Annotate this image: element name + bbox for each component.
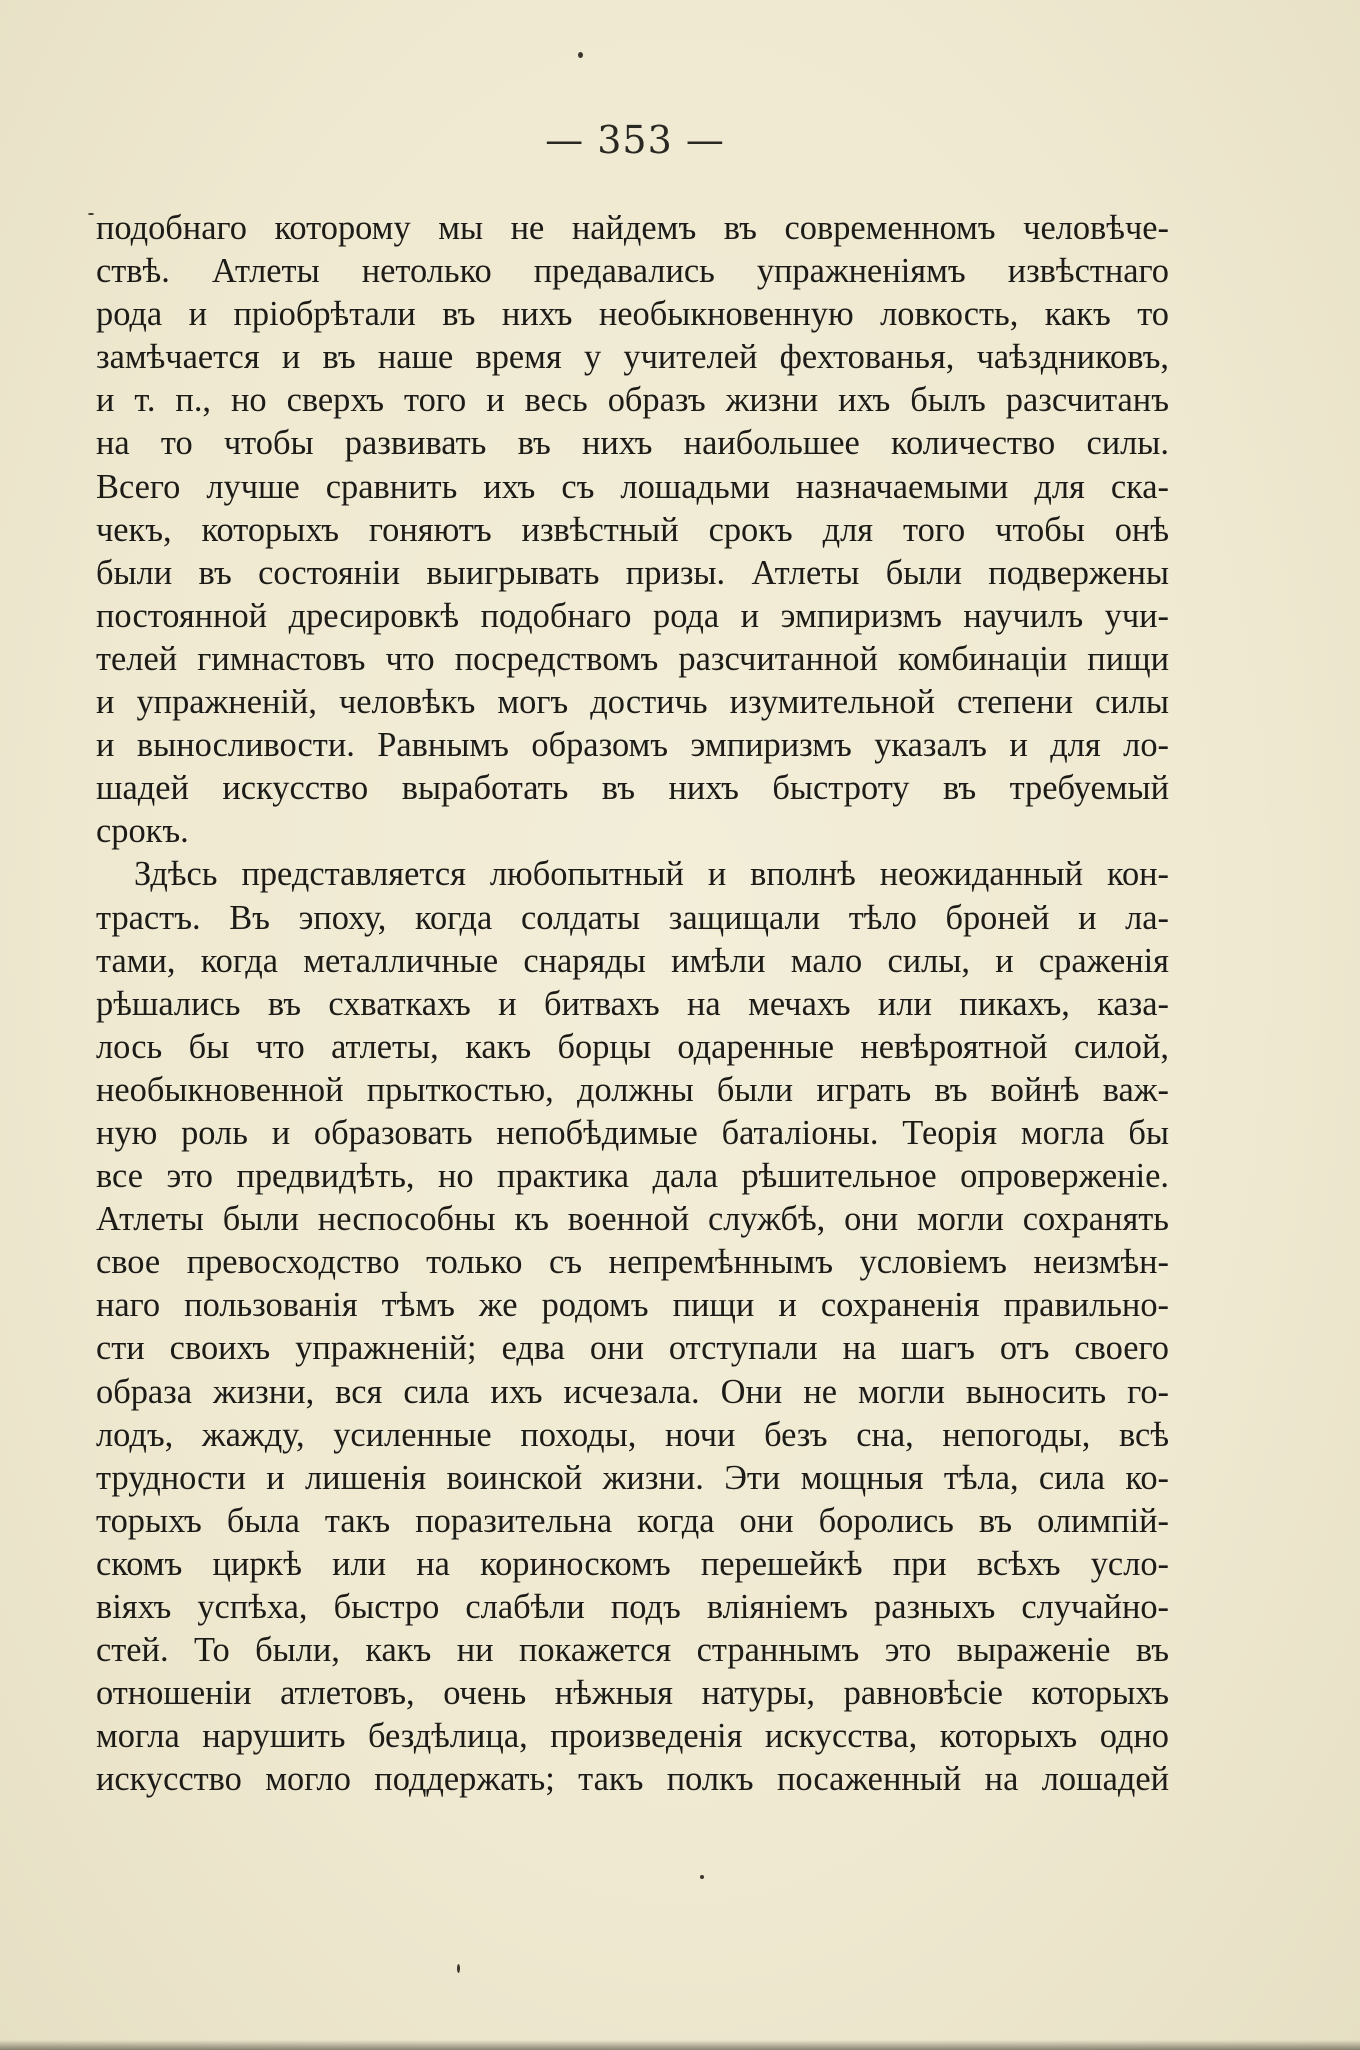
text-line: Здѣсь представляется любопытный и вполнѣ неожиданный кон- [134, 855, 1169, 894]
ink-speck [88, 213, 94, 215]
page-number: — 353 — [545, 118, 725, 162]
text-line: торыхъ была такъ поразительна когда они боролись въ олимпій- [96, 1501, 1169, 1540]
text-line: трастъ. Въ эпоху, когда солдаты защищали тѣло броней и ла- [96, 898, 1169, 937]
text-line: тами, когда металличные снаряды имѣли мало силы, и сраженія [96, 941, 1169, 980]
text-line: постоянной дресировкѣ подобнаго рода и эмпиризмъ научилъ учи- [96, 596, 1169, 635]
text-line: могла нарушить бездѣлица, произведенія искусства, которыхъ одно [96, 1717, 1169, 1756]
ink-speck [578, 52, 583, 58]
text-line: все это предвидѣть, но практика дала рѣшительное опроверженіе. [96, 1157, 1169, 1196]
text-line: необыкновенной прыткостью, должны были играть въ войнѣ важ- [96, 1070, 1169, 1109]
text-line: рода и пріобрѣтали въ нихъ необыкновенную ловкость, какъ то [96, 295, 1169, 334]
text-line: Атлеты были неспособны къ военной службѣ, они могли сохранять [96, 1200, 1169, 1239]
text-line: Всего лучше сравнить ихъ съ лошадьми назначаемыми для ска- [96, 467, 1169, 506]
text-line: и упражненій, человѣкъ могъ достичь изумительной степени силы [96, 683, 1169, 722]
text-line: шадей искусство выработать въ нихъ быстроту въ требуемый [96, 769, 1169, 808]
page-edge-shadow [0, 2040, 1360, 2050]
text-line: срокъ. [96, 812, 189, 851]
text-line: искусство могло поддержать; такъ полкъ посаженный на лошадей [96, 1760, 1169, 1799]
ink-speck [457, 1964, 460, 1973]
text-line: віяхъ успѣха, быстро слабѣли подъ вліяніемъ разныхъ случайно- [96, 1588, 1169, 1626]
text-line: стей. То были, какъ ни покажется страннымъ это выраженіе въ [96, 1631, 1169, 1670]
text-line: лодъ, жажду, усиленные походы, ночи безъ сна, непогоды, всѣ [96, 1415, 1169, 1454]
text-line: ствѣ. Атлеты нетолько предавались упражненіямъ извѣстнаго [96, 252, 1169, 291]
text-line: образа жизни, вся сила ихъ исчезала. Они не могли выносить го- [96, 1372, 1169, 1411]
text-line: трудности и лишенія воинской жизни. Эти мощныя тѣла, сила ко- [96, 1458, 1169, 1497]
text-line: ную роль и образовать непобѣдимые баталіоны. Теорія могла бы [96, 1113, 1169, 1152]
text-line: свое превосходство только съ непремѣннымъ условіемъ неизмѣн- [96, 1243, 1169, 1282]
text-line: наго пользованія тѣмъ же родомъ пищи и сохраненія правильно- [96, 1286, 1169, 1325]
text-line: подобнаго которому мы не найдемъ въ современномъ человѣче- [96, 209, 1169, 247]
text-line: на то чтобы развивать въ нихъ наибольшее количество силы. [96, 424, 1169, 463]
text-line: рѣшались въ схваткахъ и битвахъ на мечахъ или пикахъ, каза- [96, 984, 1169, 1023]
body-text [96, 207, 1169, 1801]
text-line: и выносливости. Равнымъ образомъ эмпиризмъ указалъ и для ло- [96, 726, 1169, 765]
text-line: были въ состояніи выигрывать призы. Атлеты были подвержены [96, 553, 1169, 592]
text-line: и т. п., но сверхъ того и весь образъ жизни ихъ былъ разсчитанъ [96, 381, 1169, 420]
text-line: сти своихъ упражненій; едва они отступали на шагъ отъ своего [96, 1329, 1169, 1368]
ink-speck [700, 1875, 704, 1879]
text-line: телей гимнастовъ что посредствомъ разсчитанной комбинаціи пищи [96, 639, 1169, 678]
text-line: замѣчается и въ наше время у учителей фехтованья, чаѣздниковъ, [96, 338, 1169, 377]
text-line: лось бы что атлеты, какъ борцы одаренные невѣроятной силой, [96, 1027, 1169, 1066]
text-line: отношеніи атлетовъ, очень нѣжныя натуры, равновѣсіе которыхъ [96, 1674, 1169, 1713]
text-line: чекъ, которыхъ гоняютъ извѣстный срокъ для того чтобы онѣ [96, 510, 1169, 549]
text-line: скомъ циркѣ или на кориноскомъ перешейкѣ при всѣхъ усло- [96, 1544, 1169, 1583]
